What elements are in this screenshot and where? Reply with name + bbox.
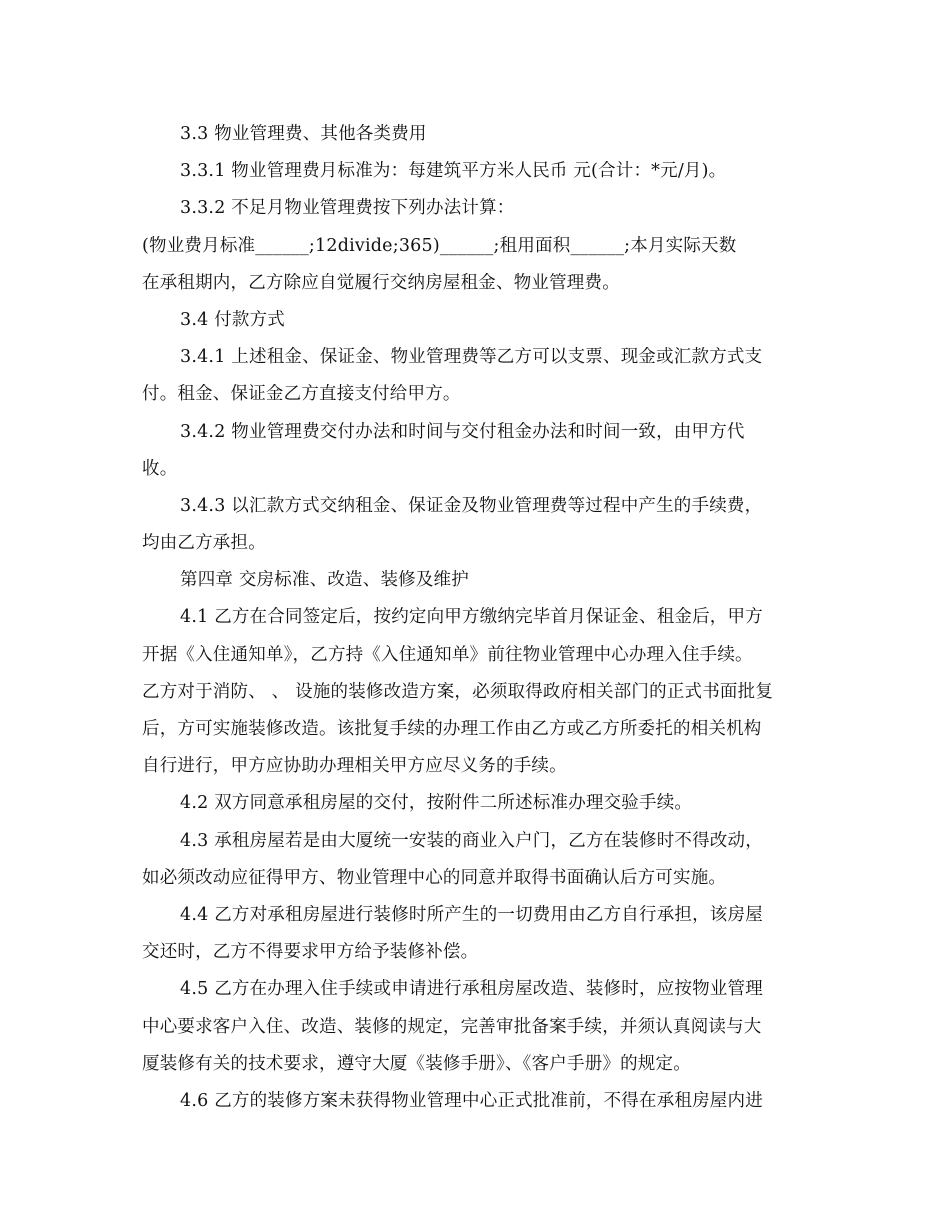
document-body <box>142 116 808 1120</box>
text-line: 4.4 乙方对承租房屋进行装修时所产生的一切费用由乙方自行承担，该房屋 <box>180 904 763 925</box>
text-line: 开据《入住通知单》，乙方持《入住通知单》前往物业管理中心办理入住手续。 <box>142 644 753 665</box>
text-line: 乙方对于消防、 、 设施的装修改造方案，必须取得政府相关部门的正式书面批复 <box>142 681 774 702</box>
text-line: 后，方可实施装修改造。该批复手续的办理工作由乙方或乙方所委托的相关机构 <box>142 719 762 739</box>
text-line: 4.2 双方同意承租房屋的交付，按附件二所述标准办理交验手续。 <box>180 793 693 814</box>
text-line: 3.3.2 不足月物业管理费按下列办法计算： <box>180 198 515 219</box>
text-line: 3.4 付款方式 <box>180 309 285 330</box>
text-line: 4.3 承租房屋若是由大厦统一安装的商业入户门，乙方在装修时不得改动， <box>180 830 763 851</box>
text-line: 收。 <box>142 458 178 479</box>
text-line: 3.4.3 以汇款方式交纳租金、保证金及物业管理费等过程中产生的手续费， <box>180 495 763 516</box>
text-line: 均由乙方承担。 <box>142 533 266 554</box>
text-line: 3.4.2 物业管理费交付办法和时间与交付租金办法和时间一致，由甲方代 <box>180 421 745 442</box>
text-line: 3.4.1 上述租金、保证金、物业管理费等乙方可以支票、现金或汇款方式支 <box>180 347 763 368</box>
text-line: 中心要求客户入住、改造、装修的规定，完善审批备案手续，并须认真阅读与大 <box>142 1016 762 1037</box>
text-line: 3.3 物业管理费、其他各类费用 <box>180 124 427 144</box>
text-line: 自行进行，甲方应协助办理相关甲方应尽义务的手续。 <box>142 756 567 777</box>
text-line: 4.6 乙方的装修方案未获得物业管理中心正式批准前，不得在承租房屋内进 <box>180 1090 763 1111</box>
text-line: 付。租金、保证金乙方直接支付给甲方。 <box>142 384 461 405</box>
text-line: 4.1 乙方在合同签定后，按约定向甲方缴纳完毕首月保证金、租金后，甲方 <box>180 607 763 628</box>
text-line: 3.3.1 物业管理费月标准为：每建筑平方米人民币 元(合计：*元/月)。 <box>180 161 727 182</box>
text-line: 交还时，乙方不得要求甲方给予装修补偿。 <box>142 942 479 963</box>
text-line: 4.5 乙方在办理入住手续或申请进行承租房屋改造、装修时，应按物业管理 <box>180 979 763 1000</box>
text-line: (物业费月标准______;12divide;365)______;租用面积______;本月实际天数 <box>142 235 737 256</box>
text-line: 厦装修有关的技术要求，遵守大厦《装修手册》、《客户手册》的规定。 <box>142 1053 691 1074</box>
text-line: 第四章 交房标准、改造、装修及维护 <box>180 570 469 591</box>
text-line: 在承租期内，乙方除应自觉履行交纳房屋租金、物业管理费。 <box>142 272 620 293</box>
text-line: 如必须改动应征得甲方、物业管理中心的同意并取得书面确认后方可实施。 <box>142 867 727 888</box>
